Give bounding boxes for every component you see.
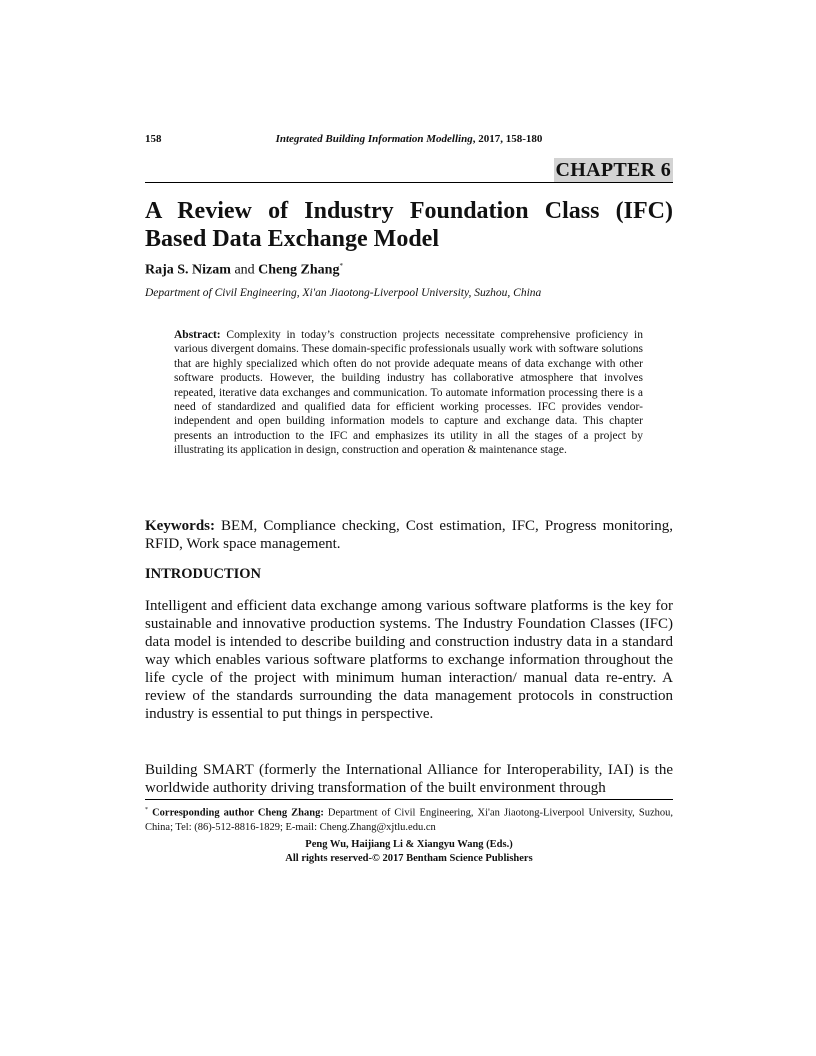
running-header <box>145 133 673 149</box>
chapter-label: CHAPTER 6 <box>555 159 671 181</box>
journal-year-pages: , 2017, 158-180 <box>472 133 543 145</box>
editors-names: Peng Wu, Haijiang Li & Xiangyu Wang (Eds.) <box>305 839 513 850</box>
footnote-text: Department of Civil Engineering, Xi'an Jiaotong-Liverpool University, Suzhou, China; Tel: (86)-512-8816-1829; E-mail: Cheng.Zhang@xjtlu.edu.cn <box>145 807 673 833</box>
paragraph: Building SMART (formerly the International Alliance for Interoperability, IAI) is the worldwide authority driving transformation of the built environment through <box>145 762 673 796</box>
footnote-rule <box>145 799 673 800</box>
title-line-2: Based Data Exchange Model <box>145 226 439 252</box>
page-number: 158 <box>145 133 162 145</box>
chapter-title <box>145 197 673 253</box>
keywords-label: Keywords: <box>145 518 215 534</box>
footnote-mark: * <box>145 807 148 813</box>
keywords <box>145 517 673 553</box>
footnote-label: Corresponding author Cheng Zhang: <box>148 807 324 819</box>
abstract-label: Abstract: <box>174 329 221 341</box>
abstract <box>174 328 643 458</box>
footnote <box>145 803 673 835</box>
keywords-text: BEM, Compliance checking, Cost estimation, IFC, Progress monitoring, RFID, Work space management. <box>145 518 673 552</box>
author-line <box>145 262 343 279</box>
author-name: Raja S. Nizam <box>145 262 231 278</box>
copyright-line: All rights reserved-© 2017 Bentham Science Publishers <box>285 853 533 864</box>
corresponding-mark: * <box>339 262 343 270</box>
journal-citation <box>145 133 673 145</box>
title-line-1: A Review of Industry Foundation Class (IFC) <box>145 198 673 224</box>
affiliation: Department of Civil Engineering, Xi'an Jiaotong-Liverpool University, Suzhou, China <box>145 287 542 299</box>
author-conjunction: and <box>230 262 259 278</box>
chapter-rule <box>145 182 673 183</box>
author-name: Cheng Zhang <box>258 262 340 278</box>
abstract-text: Complexity in today’s construction projects necessitate comprehensive proficiency in various divergent domains. These domain-specific professionals usually work with software solutions that are highly specialized which often do not provide adequate means of data exchange with other software products. However, the building industry has collaborative atmosphere that involves repeated, iterative data exchanges and communication. To automate information processing there is a need of standardized and qualified data for efficient working processes. IFC provides vendor-independent and open building information models to capture and exchange data. This chapter presents an introduction to the IFC and emphasizes its utility in all the stages of a project by illustrating its application in design, construction and operation & maintenance stage. <box>174 329 643 457</box>
section-heading: INTRODUCTION <box>145 566 262 582</box>
paragraph: Intelligent and efficient data exchange among various software platforms is the key for sustainable and innovative production systems. The Industry Foundation Classes (IFC) data model is intended to describe building and construction industry data in a standard way which enables various software platforms to exchange information throughout the life cycle of the project with minimum human interaction/ manual data re-entry. A review of the standards surrounding the data management protocols in construction industry is essential to put things in perspective. <box>145 598 673 722</box>
editors-credit <box>145 838 673 866</box>
journal-title: Integrated Building Information Modelling <box>275 133 473 145</box>
